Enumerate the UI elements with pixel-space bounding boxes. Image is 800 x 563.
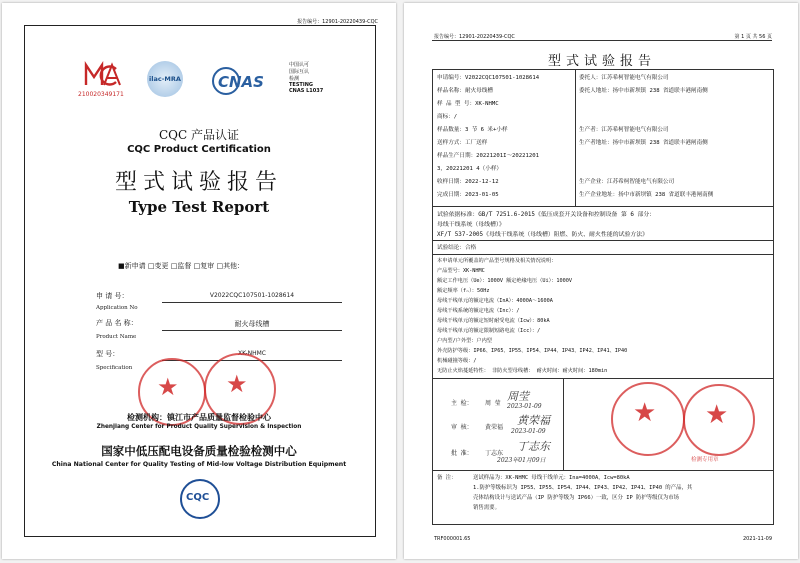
model-value: XK-NHMC: [238, 350, 266, 357]
inspector-name: 周 莹: [485, 400, 501, 407]
model-label: 型 号：: [96, 350, 120, 358]
remark-line-3: 壳体结构设计与送试产品（IP 防护等级为 IP66）一致，区分 IP 防护等级仅为市场: [473, 495, 680, 501]
cert-title-en: CQC Product Certification: [127, 144, 271, 155]
ilac-logo: ilac-MRA: [147, 61, 183, 97]
info-sample-model: 样 品 型 号：XK-NHMC: [437, 101, 499, 107]
inspector-role: 主 检：: [451, 400, 473, 407]
reviewer-role: 审 核：: [451, 424, 473, 431]
cma-logo: [82, 61, 122, 89]
approver-role: 批 准：: [451, 450, 473, 457]
seal-star-icon: ★: [633, 398, 657, 428]
client-address: 委托人地址：扬中市新坝镇 238 省道联丰港闸南侧: [579, 88, 708, 94]
test-basis-line-2: 母线干线系统（母线槽）》: [437, 222, 505, 228]
info-production-date: 样品生产日期：20221201I～20221201: [437, 153, 540, 159]
report-title-en: Type Test Report: [128, 198, 270, 216]
param-icw: 母线干线单元的额定短时耐受电流（Icw）：80kA: [437, 318, 550, 324]
report-number: 报告编号：12901-20220439-CQC: [434, 34, 515, 40]
info-received-date: 收样日期：2022-12-12: [437, 179, 499, 185]
product-name-value: 耐火母线槽: [234, 320, 270, 328]
approver-name: 丁志东: [485, 450, 504, 457]
param-fire: 无防止火焰蔓延特性： 非防火型母线槽： 耐火时间：耐火时间：180min: [437, 368, 608, 374]
test-basis-line-3: XF/T 537-2005《母线干线系统（母线槽）阻燃、防火、耐火性能的试验方法》: [437, 232, 649, 238]
param-voltage: 额定工作电压（Ue）：1000V 额定绝缘电压（Ui）：1000V: [437, 278, 573, 284]
national-center-en: China National Center for Quality Testing of Mid-low Voltage Distribution Equipment: [51, 461, 347, 468]
checkbox-other: □其他：: [216, 262, 245, 270]
param-rated-current-ina: 母线干线单元的额定电流（InA）：4000A～1600A: [437, 298, 553, 304]
cover-report-number: 报告编号：12901-20220439-CQC: [297, 19, 378, 25]
reviewer-name: 黄荣福: [485, 424, 504, 431]
product-name-label: 产 品 名 称：: [96, 319, 138, 327]
cqc-logo: CQC: [180, 479, 220, 519]
remark-line-2: 1.防护等级标识为 IP55、IP55、IP54、IP44、IP43、IP42、IP41、IP40 的产品，其: [473, 485, 693, 491]
seal-caption: 检测专用章: [691, 457, 719, 463]
inspector-date: 2023-01-09: [507, 403, 542, 410]
form-date: 2021-11-09: [742, 536, 772, 542]
param-icc: 母线干线单元的额定限制短路电流（Icc）：/: [437, 328, 541, 334]
model-en: Specification: [96, 365, 133, 371]
report-page-title: 型式试验报告: [547, 54, 656, 69]
testing-lab-en: Zhenjiang Center for Product Quality Supervision & Inspection: [96, 424, 302, 430]
application-no-en: Application No: [96, 305, 138, 311]
param-frequency: 额定频率（fₙ）：50Hz: [437, 288, 490, 294]
info-delivery: 送样方式：工厂送样: [437, 140, 488, 146]
stamp-star-icon: ★: [157, 373, 179, 401]
reviewer-date: 2023-01-09: [511, 428, 546, 435]
info-trademark: 商标：/: [437, 114, 458, 120]
page-indicator: 第 1 页 共 56 页: [734, 34, 772, 40]
test-basis-line-1: 试验依据标准：GB/T 7251.6-2015《低压成套开关设备和控制设备 第 6 部分：: [437, 212, 656, 218]
info-production-date-2: 3，20221201 4（小样）: [437, 166, 503, 172]
remark-line-4: 销售需要。: [473, 505, 500, 511]
approver-date: 2023年01月09日: [497, 457, 546, 464]
approver-signature: 丁志东: [517, 440, 550, 453]
national-center-cn: 国家中低压配电设备质量检验检测中心: [101, 444, 297, 458]
application-type-options: [118, 261, 244, 271]
info-sample-name: 样品名称：耐火母线槽: [437, 88, 493, 94]
report-page: [404, 3, 798, 559]
cert-title-cn: CQC 产品认证: [158, 128, 240, 142]
application-no-label: 申 请 号：: [96, 292, 129, 300]
checkbox-change: □变更: [147, 262, 169, 270]
param-ip-rating: 外壳防护等级：IP66、IP65、IP55、IP54、IP44、IP43、IP42、IP41、IP40: [437, 348, 628, 354]
application-no-value: V2022CQC107501-1028614: [209, 292, 295, 299]
info-sample-qty: 样品数量：3 节 6 米+小样: [437, 127, 508, 133]
stamp-star-icon: ★: [226, 370, 248, 398]
info-application-no: 申请编号：V2022CQC107501-1028614: [437, 75, 540, 81]
param-rated-current-inc: 母线干线系统的额定电流（Inc）：/: [437, 308, 520, 314]
param-model: 产品型号：XK-NHMC: [437, 268, 485, 274]
form-code: TRF000001.65: [434, 536, 471, 542]
cover-page: 报告编号：12901-20220439-CQC 210020349171 ilac-MRA CNAS 中国认可 国际互认 检测 TESTING CNAS L1037 CQC 产品认证 CQC Product Certification 型式试验报告 Type Test Report ■新申请 □变更 □监督 □复审 □其他： 申 请 号： Application No V2022CQC107501-1028614 产 品 名 称： Product Name 耐火母线槽 型 号： Specification XK-NHMC ★ ★ 检测机构：镇江市产品质量监督检验中心 Zhenjiang Center for Product Quality Supervision & Inspection 国家中低压配电设备质量检验检测中心 China National Center for Quality Testing of Mid-low Voltage Distribution Equipment CQC: [2, 3, 396, 559]
producer-address: 生产者地址：扬中市新坝镇 238 省道联丰港闸南侧: [579, 140, 708, 146]
producer-name: 生产者：江苏希柯智能电气有限公司: [579, 127, 669, 133]
checkbox-new-application: ■新申请: [118, 262, 146, 270]
remark-label: 备 注：: [437, 475, 457, 481]
seal-star-icon: ★: [705, 400, 729, 430]
inspector-signature: 周莹: [507, 390, 529, 403]
checkbox-review: □复审: [193, 262, 215, 270]
param-intro: 本申请单元所覆盖的产品型号规格及相关情况说明：: [437, 258, 557, 264]
param-indoor-outdoor: 户内型/户外型：户内型: [437, 338, 492, 344]
manufacturer-address: 生产企业地址：扬中市新坝镇 238 省道联丰港闸南侧: [579, 192, 714, 198]
info-completed-date: 完成日期：2023-01-05: [437, 192, 499, 198]
test-conclusion: 试验结论：合格: [437, 245, 477, 251]
product-name-en: Product Name: [96, 334, 137, 340]
testing-lab-cn: 检测机构：镇江市产品质量监督检验中心: [127, 413, 271, 422]
report-title-cn: 型式试验报告: [114, 170, 283, 195]
checkbox-supervision: □监督: [170, 262, 192, 270]
remark-line-1: 送试样品为：XK-NHMC 母线干线单元：Ina=4000A，Icw=80kA: [473, 475, 630, 481]
cnas-caption: 中国认可 国际互认 检测 TESTING CNAS L1037: [289, 62, 324, 94]
manufacturer-name: 生产企业：江苏希柯智能电气有限公司: [579, 179, 675, 185]
report-table: [432, 69, 774, 525]
param-impact: 机械碰撞等级：/: [437, 358, 477, 364]
client-name: 委托人：江苏希柯智能电气有限公司: [579, 75, 669, 81]
reviewer-signature: 黄荣福: [517, 414, 550, 427]
cma-number: 210020349171: [78, 91, 124, 98]
